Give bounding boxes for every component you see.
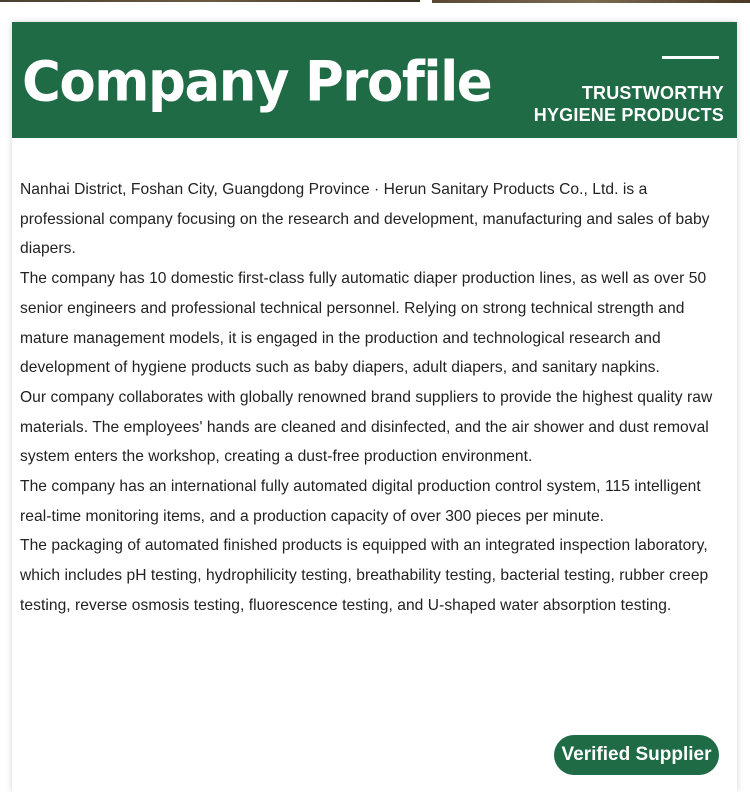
profile-body (20, 175, 736, 621)
paragraph-intro: Nanhai District, Foshan City, Guangdong Province · Herun Sanitary Products Co., Ltd. is a professional company focusing on the research and development, manufacturing and sales of baby diapers. (20, 181, 710, 258)
paragraph-control-system: The company has an international fully automated digital production control system, 115 intelligent real-time monitoring items, and a production capacity of over 300 pieces per minute. (20, 478, 701, 525)
top-photo-strip (0, 0, 750, 4)
paragraph-materials: Our company collaborates with globally renowned brand suppliers to provide the highest quality raw materials. The employees' hands are cleaned and disinfected, and the air shower and dust removal system enters the workshop, creating a dust-free production environment. (20, 388, 713, 466)
header-divider (662, 56, 719, 59)
company-profile-card (12, 22, 737, 792)
paragraph-testing: The packaging of automated finished products is equipped with an integrated inspection laboratory, which includes pH testing, hydrophilicity testing, breathability testing, bacterial testing, rubber creep testing, reverse osmosis testing, fluorescence testing, and U-shaped water absorption testing. (20, 537, 709, 614)
tagline-line-1: TRUSTWORTHY (581, 83, 724, 103)
verified-supplier-badge[interactable]: Verified Supplier (554, 735, 719, 775)
header-tagline (534, 82, 724, 126)
profile-header (12, 22, 737, 138)
top-photo-right (432, 0, 750, 3)
top-photo-left (0, 0, 420, 2)
page-title: Company Profile (22, 50, 492, 115)
tagline-line-2: HYGIENE PRODUCTS (533, 105, 724, 125)
paragraph-production-lines: The company has 10 domestic first-class fully automatic diaper production lines, as well as over 50 senior engineers and professional technical personnel. Relying on strong technical strength and mature management models, it is engaged in the production and technological research and development of hygiene products such as baby diapers, adult diapers, and sanitary napkins. (20, 270, 707, 377)
